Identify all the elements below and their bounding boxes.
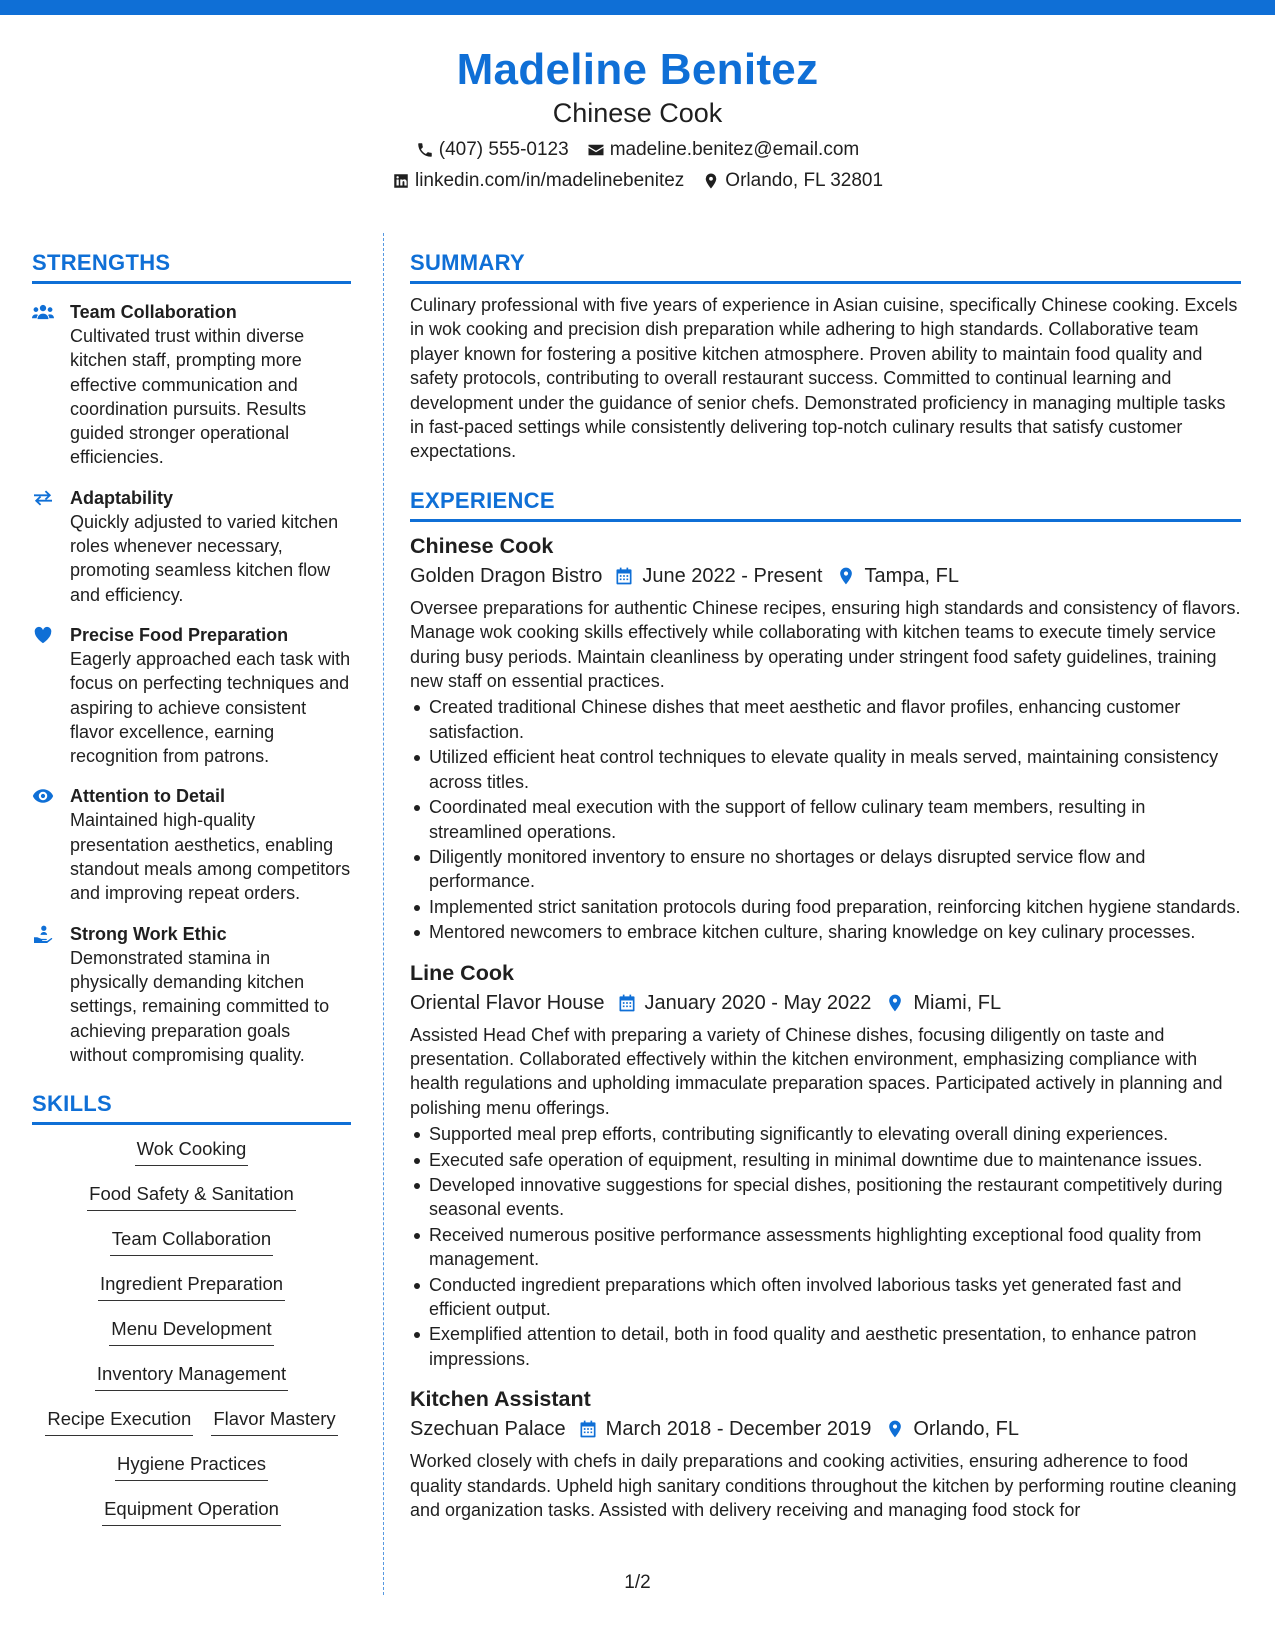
hand-holding-person-icon (32, 925, 54, 943)
map-pin-icon (836, 566, 856, 586)
section-rule (32, 281, 351, 284)
strengths-section (32, 248, 351, 1067)
strength-item (32, 623, 351, 768)
bullet-item: Diligently monitored inventory to ensure no shortages or delays disrupted service flow and performance. (410, 845, 1241, 894)
skills-title: SKILLS (32, 1091, 113, 1117)
skill-tag: Menu Development (109, 1317, 273, 1346)
strength-item (32, 922, 351, 1067)
contact-phone: (407) 555-0123 (416, 138, 569, 162)
linkedin-icon (392, 172, 410, 190)
map-pin-icon (885, 993, 905, 1013)
strength-desc: Demonstrated stamina in physically demanding kitchen settings, remaining committed to achieving preparation goals without compromising quality. (70, 947, 330, 1065)
left-column (32, 248, 351, 1542)
contact-email: madeline.benitez@email.com (587, 138, 860, 162)
candidate-name: Madeline Benitez (456, 45, 819, 94)
contact-line-1 (0, 138, 1275, 162)
arrows-exchange-icon (32, 489, 54, 507)
skills-list (32, 1137, 351, 1542)
strength-item (32, 300, 351, 470)
job-location: Orlando, FL (913, 1418, 1019, 1441)
job-meta (410, 988, 1241, 1018)
strength-desc: Quickly adjusted to varied kitchen roles whenever necessary, promoting seamless kitchen flow and efficiency. (70, 511, 339, 605)
calendar-icon (617, 993, 637, 1013)
strength-title: Precise Food Preparation (70, 624, 289, 645)
bullet-item: Mentored newcomers to embrace kitchen culture, sharing knowledge on key culinary processes. (410, 920, 1241, 944)
skill-tag: Inventory Management (95, 1362, 288, 1391)
job-meta (410, 561, 1241, 591)
envelope-icon (587, 141, 605, 159)
job-description: Assisted Head Chef with preparing a variety of Chinese dishes, focusing diligently on taste and presentation. Collaborated effectively within the kitchen environment, emphasizing compliance with health regulations and upholding immaculate preparation spaces. Participated actively in planning and polishing menu offerings. (410, 1024, 1223, 1118)
team-icon (32, 303, 54, 321)
bullet-item: Utilized efficient heat control techniques to elevate quality in meals served, maintaining consistency across titles. (410, 745, 1241, 794)
job-dates: March 2018 - December 2019 (605, 1418, 872, 1441)
bullet-item: Implemented strict sanitation protocols during food preparation, reinforcing kitchen hygiene standards. (410, 895, 1241, 919)
skill-tag: Flavor Mastery (211, 1407, 337, 1436)
strength-item (32, 784, 351, 905)
calendar-icon (614, 566, 634, 586)
job-entry (410, 532, 1241, 945)
strength-title: Team Collaboration (70, 302, 237, 322)
job-dates: June 2022 - Present (642, 564, 823, 587)
bullet-item: Conducted ingredient preparations which often involved laborious tasks yet generated fast and efficient output. (410, 1273, 1241, 1322)
job-location: Tampa, FL (864, 564, 959, 587)
strength-title: Attention to Detail (70, 786, 225, 807)
experience-section (410, 486, 1241, 1523)
strength-title: Strong Work Ethic (70, 923, 227, 944)
summary-section (410, 248, 1241, 464)
bullet-item: Created traditional Chinese dishes that meet aesthetic and flavor profiles, enhancing customer satisfaction. (410, 695, 1241, 744)
skill-tag: Ingredient Preparation (98, 1272, 285, 1301)
strength-desc: Eagerly approached each task with focus on perfecting techniques and aspiring to achieve consistent flavor excellence, earning recognition from patrons. (70, 648, 351, 767)
job-company: Szechuan Palace (410, 1418, 566, 1441)
job-title: Chinese Cook (410, 533, 554, 558)
job-location: Miami, FL (913, 991, 1002, 1014)
bullet-item: Executed safe operation of equipment, resulting in minimal downtime due to maintenance issues. (410, 1148, 1241, 1172)
skills-section (32, 1089, 351, 1542)
contact-location: Orlando, FL 32801 (702, 169, 883, 193)
skill-tag: Wok Cooking (135, 1137, 249, 1166)
eye-icon (32, 787, 54, 805)
job-entry (410, 1385, 1241, 1522)
job-company: Oriental Flavor House (410, 991, 605, 1014)
bullet-item: Coordinated meal execution with the support of fellow culinary team members, resulting in streamlined operations. (410, 795, 1241, 844)
strength-title: Adaptability (70, 487, 174, 508)
bullet-item: Developed innovative suggestions for special dishes, positioning the restaurant competitively during seasonal events. (410, 1173, 1241, 1222)
job-description: Worked closely with chefs in daily preparations and cooking activities, ensuring adherence to food quality standards. Upheld high sanitary conditions throughout the kitchen by performing routine cleaning and organization tasks. Assisted with delivery receiving and managing food stock for (410, 1451, 1237, 1521)
job-description: Oversee preparations for authentic Chinese recipes, ensuring high standards and consistency of flavors. Manage wok cooking skills effectively while collaborating with kitchen teams to execute timely service during busy periods. Maintain cleanliness by operating under stringent food safety guidelines, training new staff on essential practices. (410, 597, 1241, 692)
job-dates: January 2020 - May 2022 (644, 991, 872, 1014)
bullet-item: Exemplified attention to detail, both in food quality and aesthetic presentation, to enhance patron impressions. (410, 1322, 1241, 1371)
skill-tag: Food Safety & Sanitation (87, 1182, 296, 1211)
resume-header (0, 44, 1275, 193)
heart-icon (32, 626, 54, 644)
strength-item (32, 486, 351, 607)
experience-title: EXPERIENCE (410, 487, 555, 513)
skill-tag: Equipment Operation (102, 1497, 281, 1526)
section-rule (410, 281, 1241, 284)
job-bullets (410, 695, 1241, 944)
skill-tag: Recipe Execution (45, 1407, 193, 1436)
bullet-item: Received numerous positive performance assessments highlighting exceptional food quality from management. (410, 1223, 1241, 1272)
top-accent-bar (0, 0, 1275, 15)
contact-linkedin: linkedin.com/in/madelinebenitez (392, 169, 684, 193)
phone-icon (416, 141, 434, 159)
strength-desc: Maintained high-quality presentation aesthetics, enabling standout meals among competitors and improving repeat orders. (70, 810, 351, 904)
bullet-item: Supported meal prep efforts, contributing significantly to elevating overall dining experiences. (410, 1122, 1241, 1146)
summary-title: SUMMARY (410, 250, 525, 275)
contact-line-2 (0, 169, 1275, 193)
strengths-title: STRENGTHS (32, 250, 171, 275)
job-title: Line Cook (410, 960, 514, 985)
section-rule (410, 519, 1241, 522)
job-entry (410, 959, 1241, 1372)
skill-tag: Hygiene Practices (115, 1452, 268, 1481)
job-bullets (410, 1122, 1241, 1371)
job-company: Golden Dragon Bistro (410, 564, 603, 587)
job-title: Kitchen Assistant (410, 1387, 591, 1412)
calendar-icon (578, 1419, 598, 1439)
skill-tag: Team Collaboration (110, 1227, 273, 1256)
job-meta (410, 1414, 1241, 1444)
strength-desc: Cultivated trust within diverse kitchen staff, prompting more effective communication and coordination pursuits. Results guided stronger operational efficiencies. (70, 326, 307, 468)
map-pin-icon (885, 1419, 905, 1439)
summary-text: Culinary professional with five years of experience in Asian cuisine, specifically Chinese cooking. Excels in wok cooking and precision dish preparation while adhering to high standards. Collaborative team player known for fostering a positive kitchen atmosphere. Proven ability to maintain food quality and safety protocols, contributing to overall restaurant success. Committed to continual learning and development under the guidance of senior chefs. Demonstrated proficiency in managing multiple tasks in fast-paced settings while consistently delivering top-notch culinary results that satisfy customer expectations. (410, 295, 1238, 462)
section-rule (32, 1122, 351, 1125)
candidate-role: Chinese Cook (552, 98, 723, 128)
right-column (410, 248, 1241, 1522)
map-pin-icon (702, 172, 720, 190)
column-divider (383, 233, 384, 1595)
page-number: 1/2 (624, 1572, 651, 1593)
